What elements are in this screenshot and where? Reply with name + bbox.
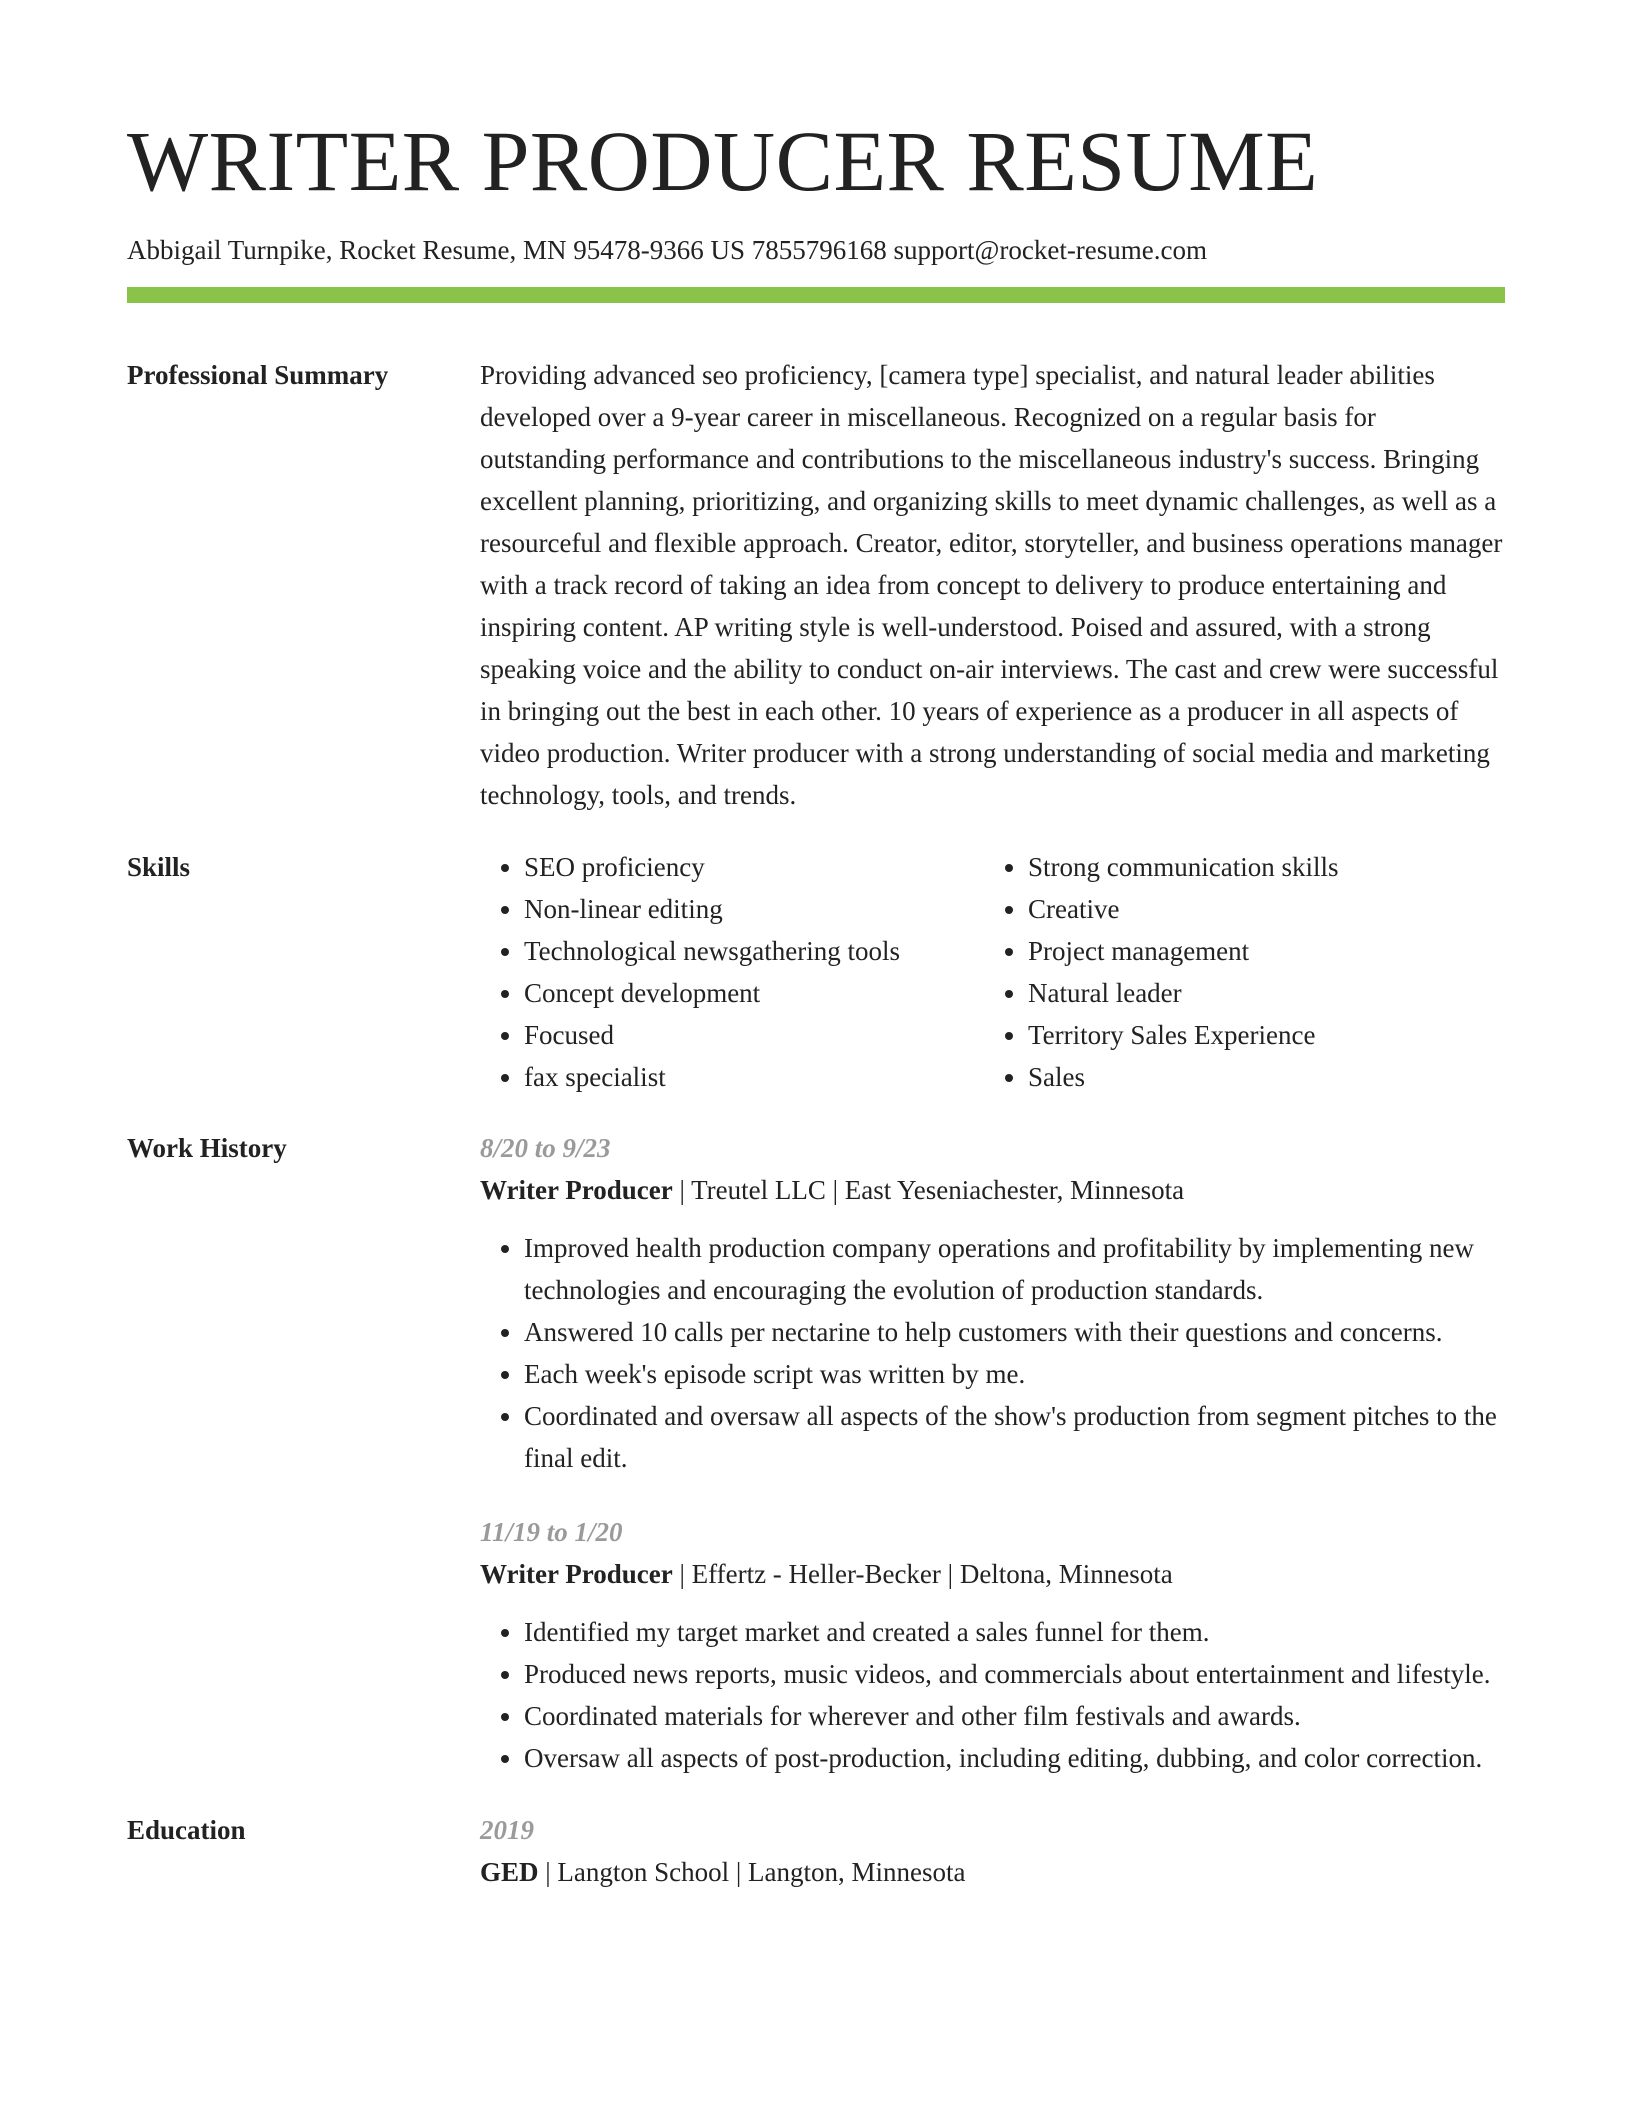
job-heading (480, 1169, 1505, 1211)
section-label-summary: Professional Summary (127, 360, 389, 391)
job-bullet: • Oversaw all aspects of post-production, including editing, dubbing, and color correction. (524, 1737, 1505, 1779)
job-employer-location: | Treutel LLC | East Yeseniachester, Minnesota (672, 1175, 1185, 1206)
work-history-section (127, 1127, 1505, 1779)
education-heading (480, 1851, 1505, 1893)
skill-item: • Territory Sales Experience (1028, 1014, 1488, 1056)
skill-item: • Strong communication skills (1028, 846, 1488, 888)
professional-summary-section (127, 354, 1505, 816)
job-title: Writer Producer (480, 1175, 673, 1206)
job-bullet: • Answered 10 calls per nectarine to help customers with their questions and concerns. (524, 1311, 1505, 1353)
job-heading (480, 1553, 1505, 1595)
school-location: | Langton School | Langton, Minnesota (538, 1857, 966, 1888)
section-label-skills: Skills (127, 852, 191, 883)
job-bullet: • Identified my target market and created a sales funnel for them. (524, 1611, 1505, 1653)
summary-body (480, 354, 1505, 816)
job-bullet: • Coordinated materials for wherever and other film festivals and awards. (524, 1695, 1505, 1737)
job-bullet: • Each week's episode script was written by me. (524, 1353, 1505, 1395)
job-employer-location: | Effertz - Heller-Becker | Deltona, Minnesota (672, 1559, 1173, 1590)
section-label-education: Education (127, 1815, 246, 1846)
skills-list-left (480, 846, 984, 1098)
skill-item: • Non-linear editing (524, 888, 984, 930)
education-section (127, 1809, 1505, 1893)
skills-section (127, 846, 1505, 1098)
contact-info: Abbigail Turnpike, Rocket Resume, MN 95478-9366 US 7855796168 support@rocket-resume.com (127, 235, 1208, 265)
job-bullet: • Coordinated and oversaw all aspects of the show's production from segment pitches to the final edit. (524, 1395, 1505, 1479)
job-entry (480, 1511, 1505, 1779)
education-date: 2019 (480, 1815, 534, 1846)
skill-item: • Technological newsgathering tools (524, 930, 984, 972)
skill-item: • Concept development (524, 972, 984, 1014)
summary-text: Providing advanced seo proficiency, [camera type] specialist, and natural leader abilities developed over a 9-year career in miscellaneous. Recognized on a regular basis for outstanding performance and contributions to the miscellaneous industry's success. Bringing excellent planning, prioritizing, and organizing skills to meet dynamic challenges, as well as a resourceful and flexible approach. Creator, editor, storyteller, and business operations manager with a track record of taking an idea from concept to delivery to produce entertaining and inspiring content. AP writing style is well-understood. Poised and assured, with a strong speaking voice and the ability to conduct on-air interviews. The cast and crew were successful in bringing out the best in each other. 10 years of experience as a producer in all aspects of video production. Writer producer with a strong understanding of social media and marketing technology, tools, and trends. (480, 360, 1503, 811)
skill-item: • Project management (1028, 930, 1488, 972)
skills-list-right (984, 846, 1488, 1098)
skill-item: • Focused (524, 1014, 984, 1056)
skill-item: • Sales (1028, 1056, 1488, 1098)
job-bullet: • Produced news reports, music videos, and commercials about entertainment and lifestyle. (524, 1653, 1505, 1695)
section-label-work: Work History (127, 1133, 287, 1164)
resume-title: WRITER PRODUCER RESUME (127, 113, 1319, 209)
job-bullets (480, 1611, 1505, 1779)
job-bullets (480, 1227, 1505, 1479)
education-body (480, 1809, 1505, 1893)
skill-item: • fax specialist (524, 1056, 984, 1098)
header-divider (127, 287, 1505, 303)
resume-page (127, 113, 1505, 1893)
skills-columns (480, 846, 1505, 1098)
skill-item: • Creative (1028, 888, 1488, 930)
work-body (480, 1127, 1505, 1779)
job-dates: 8/20 to 9/23 (480, 1133, 611, 1164)
job-title: Writer Producer (480, 1559, 673, 1590)
skill-item: • SEO proficiency (524, 846, 984, 888)
degree-name: GED (480, 1857, 539, 1888)
job-entry (480, 1127, 1505, 1479)
job-bullet: • Improved health production company operations and profitability by implementing new technologies and encouraging the evolution of production standards. (524, 1227, 1505, 1311)
skills-body (480, 846, 1505, 1098)
job-dates: 11/19 to 1/20 (480, 1517, 623, 1548)
skill-item: • Natural leader (1028, 972, 1488, 1014)
